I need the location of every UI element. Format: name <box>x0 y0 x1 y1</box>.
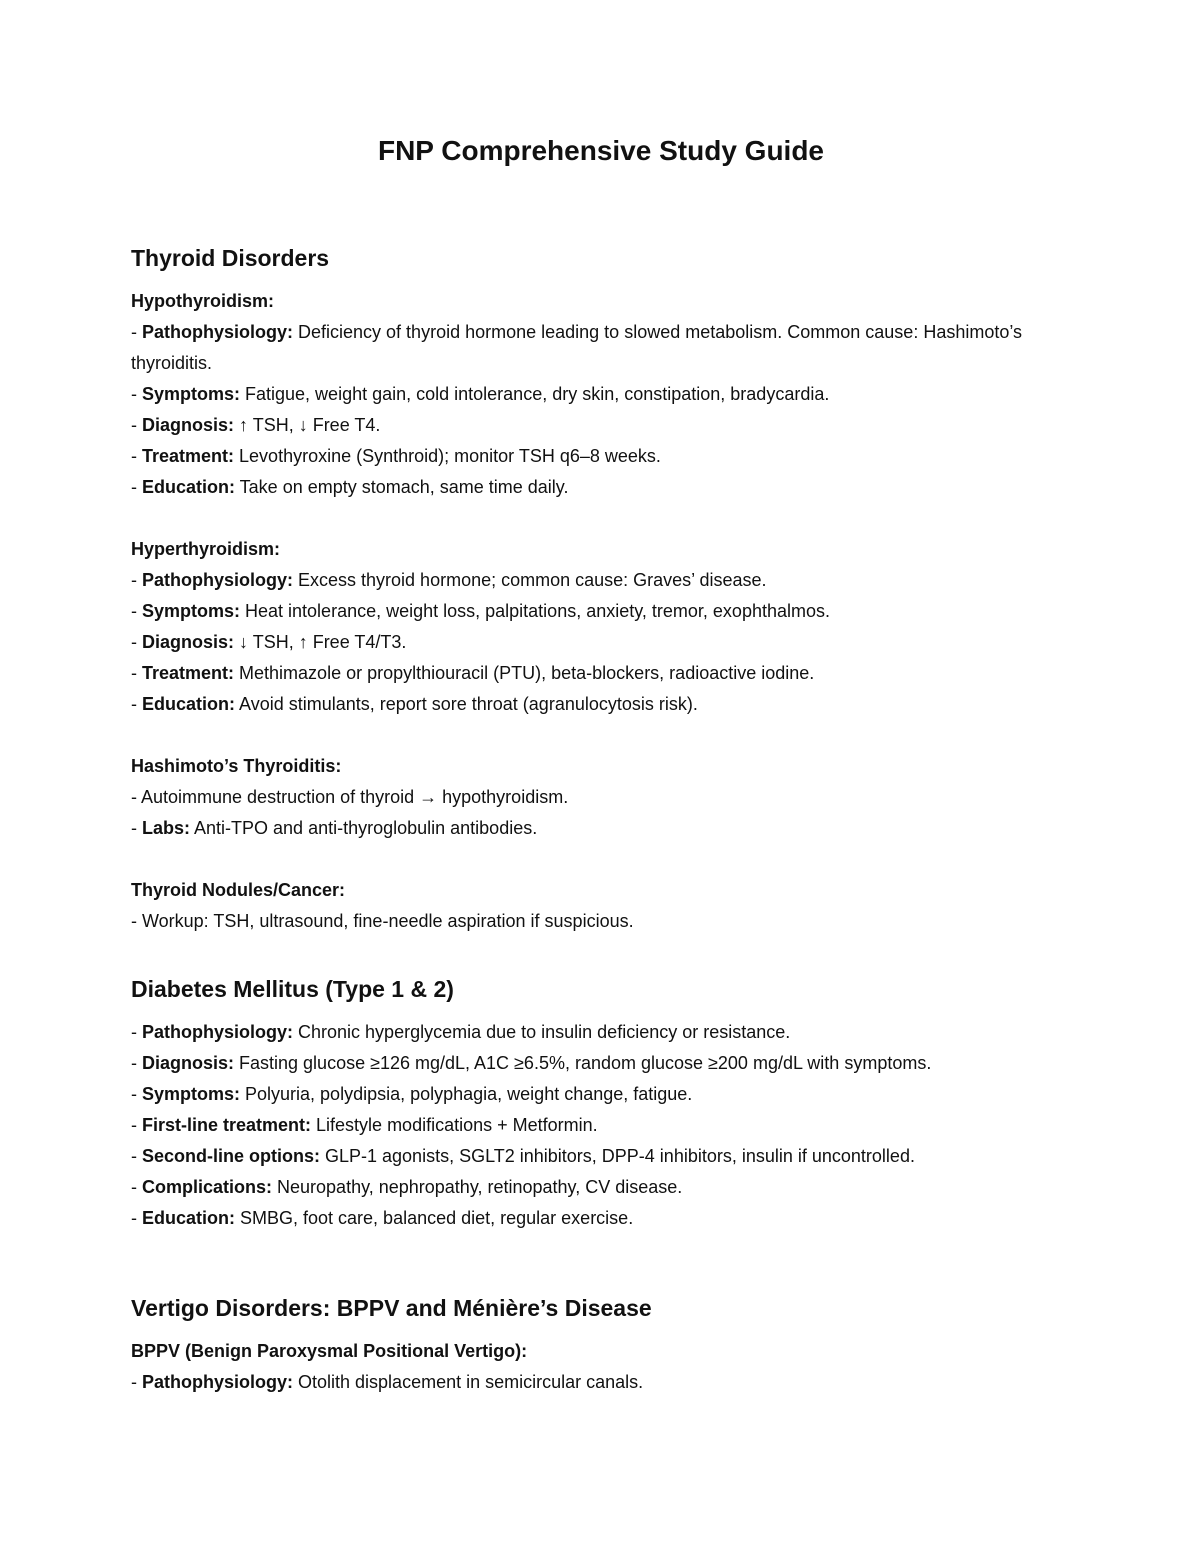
section-thyroid <box>131 244 1091 937</box>
section-heading-thyroid: Thyroid Disorders <box>131 245 330 271</box>
list-item: - Pathophysiology: Excess thyroid hormone; common cause: Graves’ disease. <box>131 570 767 590</box>
list-item: - Pathophysiology: Deficiency of thyroid hormone leading to slowed metabolism. Common cause: Hashimoto’s thyroiditis. <box>131 322 1023 373</box>
list-item: - Autoimmune destruction of thyroid → hypothyroidism. <box>131 787 569 807</box>
list-item: - Diagnosis: ↓ TSH, ↑ Free T4/T3. <box>131 632 407 652</box>
subheading-nodules: Thyroid Nodules/Cancer: <box>131 880 346 900</box>
list-item: - Pathophysiology: Chronic hyperglycemia due to insulin deficiency or resistance. <box>131 1022 791 1042</box>
list-item: - Workup: TSH, ultrasound, fine-needle aspiration if suspicious. <box>131 911 634 931</box>
section-vertigo <box>131 1294 1091 1398</box>
section-diabetes <box>131 975 1091 1234</box>
nodules-block <box>131 875 1091 937</box>
list-item: - Labs: Anti-TPO and anti-thyroglobulin antibodies. <box>131 818 538 838</box>
list-item: - Education: Avoid stimulants, report sore throat (agranulocytosis risk). <box>131 694 698 714</box>
subheading-hyperthyroidism: Hyperthyroidism: <box>131 539 281 559</box>
hashimoto-block <box>131 751 1091 844</box>
list-item: - Symptoms: Heat intolerance, weight loss, palpitations, anxiety, tremor, exophthalmos. <box>131 601 830 621</box>
subheading-bppv: BPPV (Benign Paroxysmal Positional Vertigo): <box>131 1341 528 1361</box>
list-item: - Education: Take on empty stomach, same time daily. <box>131 477 569 497</box>
subheading-hypothyroidism: Hypothyroidism: <box>131 291 275 311</box>
list-item: - Treatment: Methimazole or propylthiouracil (PTU), beta-blockers, radioactive iodine. <box>131 663 815 683</box>
list-item: - Complications: Neuropathy, nephropathy, retinopathy, CV disease. <box>131 1177 683 1197</box>
hyperthyroidism-block <box>131 534 1091 720</box>
list-item: - Second-line options: GLP-1 agonists, SGLT2 inhibitors, DPP-4 inhibitors, insulin if uncontrolled. <box>131 1146 915 1166</box>
subheading-hashimoto: Hashimoto’s Thyroiditis: <box>131 756 342 776</box>
list-item: - Symptoms: Fatigue, weight gain, cold intolerance, dry skin, constipation, bradycardia. <box>131 384 830 404</box>
section-heading-diabetes: Diabetes Mellitus (Type 1 & 2) <box>131 976 454 1002</box>
list-item: - Diagnosis: Fasting glucose ≥126 mg/dL, A1C ≥6.5%, random glucose ≥200 mg/dL with symptoms. <box>131 1053 932 1073</box>
list-item: - Pathophysiology: Otolith displacement in semicircular canals. <box>131 1372 644 1392</box>
list-item: - First-line treatment: Lifestyle modifications + Metformin. <box>131 1115 598 1135</box>
list-item: - Symptoms: Polyuria, polydipsia, polyphagia, weight change, fatigue. <box>131 1084 693 1104</box>
list-item: - Diagnosis: ↑ TSH, ↓ Free T4. <box>131 415 381 435</box>
document-title: FNP Comprehensive Study Guide <box>377 135 825 166</box>
section-heading-vertigo: Vertigo Disorders: BPPV and Ménière’s Disease <box>131 1295 652 1321</box>
list-item: - Treatment: Levothyroxine (Synthroid); monitor TSH q6–8 weeks. <box>131 446 661 466</box>
list-item: - Education: SMBG, foot care, balanced diet, regular exercise. <box>131 1208 634 1228</box>
hypothyroidism-block <box>131 286 1091 503</box>
